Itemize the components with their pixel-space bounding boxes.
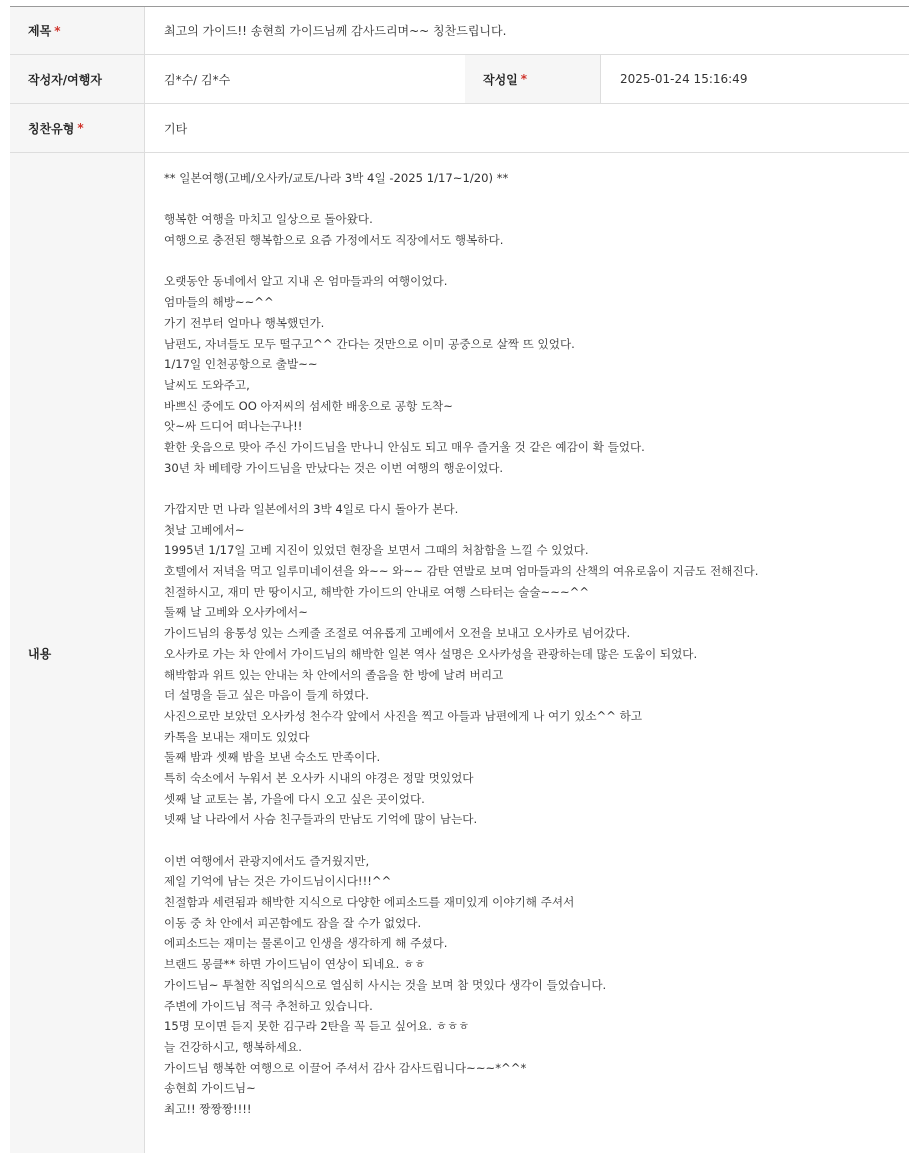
title-row (10, 7, 909, 55)
content-line: 송현희 가이드님~ (164, 1081, 256, 1096)
title-label-cell (10, 7, 145, 54)
author-date-row (10, 55, 909, 104)
praise-type-value-cell (145, 104, 909, 152)
content-line: 셋째 날 교토는 봄, 가을에 다시 오고 싶은 곳이었다. (164, 791, 425, 806)
content-line: 1995년 1/17일 고베 지진이 있었던 현장을 보면서 그때의 처참함을 느낄 수 있었다. (164, 543, 589, 558)
content-line: 가깝지만 먼 나라 일본에서의 3박 4일로 다시 돌아가 본다. (164, 502, 459, 516)
content-line: 둘째 날 고베와 오사카에서~ (164, 605, 308, 620)
required-mark: * (520, 72, 528, 86)
content-line: 친절함과 세련됨과 해박한 지식으로 다양한 에피소드를 재미있게 이야기해 주셔서 (164, 895, 575, 910)
content-line: 가이드님~ 투철한 직업의식으로 열심히 사시는 것을 보며 참 멋있다 생각이 들었습니다. (164, 977, 607, 992)
required-mark: * (54, 23, 61, 38)
content-label-cell (10, 153, 145, 1153)
content-line (164, 189, 758, 210)
content-line (164, 478, 758, 499)
content-line: 늘 건강하시고, 행복하세요. (164, 1039, 302, 1054)
content-line: 에피소드는 재미는 물론이고 인생을 생각하게 해 주셨다. (164, 936, 448, 951)
date-label-cell (465, 55, 601, 103)
content-line: 앗~싸 드디어 떠나는구나!! (164, 419, 303, 434)
content-line: 날씨도 도와주고, (164, 377, 250, 392)
date-label: 작성일 (483, 72, 518, 87)
content-line: 첫날 고베에서~ (164, 522, 245, 537)
content-line: 오랫동안 동네에서 알고 지내 온 엄마들과의 여행이었다. (164, 274, 448, 289)
content-line: 카톡을 보내는 재미도 있었다 (164, 729, 310, 744)
content-line: 특히 숙소에서 누워서 본 오사카 시내의 야경은 정말 멋있었다 (164, 770, 474, 785)
content-line: 이동 중 차 안에서 피곤함에도 잠을 잘 수가 없었다. (164, 915, 422, 930)
content-line: 최고!! 짱짱짱!!!! (164, 1101, 252, 1116)
date-value: 2025-01-24 15:16:49 (620, 72, 748, 86)
author-label-cell (10, 55, 145, 103)
content-line: 넷째 날 나라에서 사슴 친구들과의 만남도 기억에 많이 남는다. (164, 812, 478, 827)
content-label: 내용 (28, 646, 52, 661)
content-line: 오사카로 가는 차 안에서 가이드님의 해박한 일본 역사 설명은 오사카성을 관광하는데 많은 도움이 되었다. (164, 646, 698, 661)
praise-type-label-cell (10, 104, 145, 152)
content-line: 엄마들의 해방~~^^ (164, 295, 274, 310)
content-value-cell (145, 153, 909, 1153)
praise-type-label: 칭찬유형 (28, 121, 75, 136)
content-line: 호텔에서 저녁을 먹고 일루미네이션을 와~~ 와~~ 감탄 연발로 보며 엄마들과의 산책의 여유로움이 지금도 전해진다. (164, 564, 759, 579)
content-line: 바쁘신 중에도 OO 아저씨의 섬세한 배웅으로 공항 도착~ (164, 398, 453, 413)
content-line: 이번 여행에서 관광지에서도 즐거웠지만, (164, 853, 370, 868)
title-label: 제목 (28, 24, 52, 38)
content-line: 1/17일 인천공항으로 출발~~ (164, 357, 318, 372)
praise-type-value: 기타 (164, 121, 188, 136)
praise-form-table (10, 6, 909, 1153)
content-line: 해박함과 위트 있는 안내는 차 안에서의 졸음을 한 방에 날려 버리고 (164, 667, 504, 682)
content-line: 가기 전부터 얼마나 행복했던가. (164, 315, 325, 330)
content-line (164, 251, 758, 272)
content-line: 더 설명을 듣고 싶은 마음이 들게 하였다. (164, 688, 369, 703)
content-line: 가이드님 행복한 여행으로 이끌어 주셔서 감사 감사드립니다~~~*^^* (164, 1060, 527, 1075)
author-value-cell (145, 55, 465, 103)
content-line: 제일 기억에 남는 것은 가이드님이시다!!!^^ (164, 874, 392, 889)
author-value: 김*수/ 김*수 (164, 72, 231, 87)
title-value: 최고의 가이드!! 송현희 가이드님께 감사드리며~~ 칭찬드립니다. (164, 24, 507, 38)
content-line: 환한 웃음으로 맞아 주신 가이드님을 만나니 안심도 되고 매우 즐거울 것 같은 예감이 확 들었다. (164, 439, 645, 454)
content-line: 여행으로 충전된 행복함으로 요즘 가정에서도 직장에서도 행복하다. (164, 233, 504, 248)
content-line: 남편도, 자녀들도 모두 떨구고^^ 간다는 것만으로 이미 공중으로 살짝 뜨 있었다. (164, 336, 575, 351)
content-row (10, 153, 909, 1153)
praise-type-row (10, 104, 909, 153)
content-line (164, 830, 758, 851)
content-line: 30년 차 베테랑 가이드님을 만났다는 것은 이번 여행의 행운이었다. (164, 460, 504, 475)
content-line: 가이드님의 융통성 있는 스케줄 조절로 여유롭게 고베에서 오전을 보내고 오사카로 넘어갔다. (164, 626, 631, 641)
content-line: 둘째 밤과 셋째 밤을 보낸 숙소도 만족이다. (164, 750, 381, 765)
content-line: 행복한 여행을 마치고 일상으로 돌아왔다. (164, 212, 373, 227)
author-label: 작성자/여행자 (28, 72, 102, 87)
content-line: 친절하시고, 재미 만 땅이시고, 해박한 가이드의 안내로 여행 스타터는 술술~~~^^ (164, 584, 590, 599)
content-line: 사진으로만 보았던 오사카성 천수각 앞에서 사진을 찍고 아들과 남편에게 나 여기 있소^^ 하고 (164, 708, 643, 723)
content-line: 주변에 가이드님 적극 추천하고 있습니다. (164, 998, 373, 1013)
date-value-cell (601, 55, 909, 103)
content-line: 브랜드 몽클** 하면 가이드님이 연상이 되네요. ㅎㅎ (164, 957, 426, 972)
title-value-cell (145, 7, 909, 54)
content-line: 15명 모이면 듣지 못한 김구라 2탄을 꼭 듣고 싶어요. ㅎㅎㅎ (164, 1019, 470, 1034)
content-line: ** 일본여행(고베/오사카/교토/나라 3박 4일 -2025 1/17~1/20) ** (164, 171, 509, 185)
required-mark: * (77, 121, 84, 135)
content-body (164, 168, 758, 1120)
